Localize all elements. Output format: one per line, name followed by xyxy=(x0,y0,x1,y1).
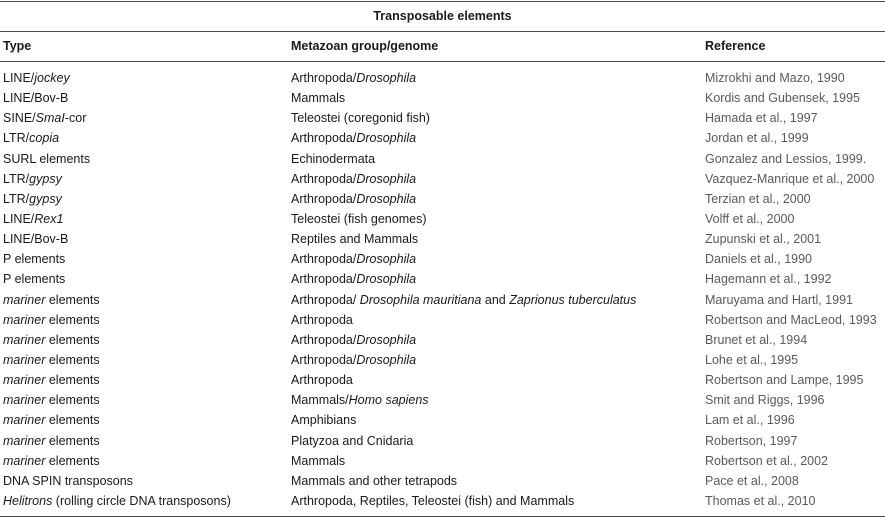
cell-reference: Smit and Riggs, 1996 xyxy=(705,393,825,408)
cell-type xyxy=(3,290,100,310)
cell-type-segment: mariner xyxy=(3,453,46,468)
cell-metazoan-group xyxy=(291,169,416,189)
cell-metazoan-group-segment: Arthropoda/ xyxy=(291,332,357,347)
cell-type-segment: LINE/ xyxy=(3,211,35,226)
cell-type xyxy=(3,471,133,491)
cell-type-segment: mariner xyxy=(3,413,46,428)
cell-reference: Mizrokhi and Mazo, 1990 xyxy=(705,71,845,85)
cell-metazoan-group-segment: Drosophila xyxy=(356,332,417,347)
cell-type xyxy=(3,310,100,330)
cell-reference: Zupunski et al., 2001 xyxy=(705,232,822,247)
cell-metazoan-group-segment: Mammals and other tetrapods xyxy=(291,473,458,488)
cell-type-segment: mariner xyxy=(3,292,46,307)
table-row xyxy=(0,189,885,209)
cell-reference: Robertson and MacLeod, 1993 xyxy=(705,312,877,327)
cell-metazoan-group xyxy=(291,209,426,229)
cell-metazoan-group-segment: Drosophila xyxy=(356,191,417,206)
cell-metazoan-group xyxy=(291,269,416,289)
table-row xyxy=(0,370,885,390)
cell-reference: Maruyama and Hartl, 1991 xyxy=(705,292,853,307)
cell-type xyxy=(3,269,65,289)
table-body xyxy=(0,68,885,511)
cell-metazoan-group xyxy=(291,370,353,390)
cell-type-segment: elements xyxy=(45,292,100,307)
cell-type xyxy=(3,410,100,430)
table-row xyxy=(0,290,885,310)
cell-type xyxy=(3,149,90,169)
cell-type xyxy=(3,491,231,511)
table-row xyxy=(0,209,885,229)
cell-metazoan-group xyxy=(291,451,345,471)
cell-metazoan-group-segment: Mammals xyxy=(291,91,346,106)
table-row xyxy=(0,471,885,491)
cell-reference: Volff et al., 2000 xyxy=(705,211,795,226)
cell-type xyxy=(3,189,62,209)
table-row xyxy=(0,128,885,148)
cell-type-segment: P elements xyxy=(3,252,66,267)
cell-type-segment: copia xyxy=(29,131,60,146)
cell-type-segment: mariner xyxy=(3,312,46,327)
cell-type-segment: LTR/ xyxy=(3,191,30,206)
cell-type-segment: elements xyxy=(45,393,100,408)
cell-metazoan-group xyxy=(291,108,430,128)
cell-metazoan-group-segment: Arthropoda/ xyxy=(291,131,357,146)
cell-type-segment: elements xyxy=(45,453,100,468)
cell-metazoan-group xyxy=(291,431,413,451)
cell-type xyxy=(3,370,100,390)
table-row xyxy=(0,390,885,410)
cell-metazoan-group xyxy=(291,310,353,330)
table-row xyxy=(0,149,885,169)
cell-metazoan-group xyxy=(291,189,416,209)
cell-metazoan-group-segment: Arthropoda/ xyxy=(291,252,357,267)
cell-reference: Hagemann et al., 1992 xyxy=(705,272,832,287)
cell-type-segment: LTR/ xyxy=(3,131,30,146)
cell-reference: Jordan et al., 1999 xyxy=(705,131,809,146)
cell-type-segment: LINE/Bov-B xyxy=(3,232,69,247)
cell-metazoan-group xyxy=(291,471,457,491)
cell-type xyxy=(3,68,70,88)
table-row xyxy=(0,169,885,189)
cell-metazoan-group-segment: Homo sapiens xyxy=(348,393,429,408)
cell-metazoan-group-segment: Arthropoda xyxy=(291,312,353,327)
cell-type-segment: DNA SPIN transposons xyxy=(3,473,133,488)
cell-reference: Pace et al., 2008 xyxy=(705,473,799,488)
bottom-rule xyxy=(0,516,885,517)
cell-metazoan-group xyxy=(291,249,416,269)
cell-type-segment: Helitrons xyxy=(3,493,53,508)
cell-metazoan-group xyxy=(291,491,574,511)
cell-type-segment: elements xyxy=(45,312,100,327)
header-reference: Reference xyxy=(705,39,766,53)
cell-type xyxy=(3,451,100,471)
cell-metazoan-group-segment: Arthropoda/ xyxy=(291,292,360,307)
cell-metazoan-group xyxy=(291,290,636,310)
table-caption: Transposable elements xyxy=(373,9,512,23)
caption-rule xyxy=(0,31,885,32)
table-row xyxy=(0,350,885,370)
top-rule xyxy=(0,1,885,2)
cell-type-segment: LINE/Bov-B xyxy=(3,91,69,106)
cell-metazoan-group-segment: Arthropoda/ xyxy=(291,352,357,367)
cell-type-segment: mariner xyxy=(3,433,46,448)
cell-metazoan-group xyxy=(291,128,416,148)
cell-type-segment: elements xyxy=(45,433,100,448)
cell-type-segment: mariner xyxy=(3,393,46,408)
cell-type-segment: P elements xyxy=(3,272,66,287)
cell-type xyxy=(3,431,100,451)
cell-type-segment: SINE/ xyxy=(3,111,36,126)
cell-metazoan-group-segment: Arthropoda, Reptiles, Teleostei (fish) and Mammals xyxy=(291,493,575,508)
table-row xyxy=(0,108,885,128)
table-row xyxy=(0,88,885,108)
cell-reference: Gonzalez and Lessios, 1999. xyxy=(705,151,867,166)
cell-reference: Hamada et al., 1997 xyxy=(705,111,818,126)
cell-type-segment: gypsy xyxy=(29,191,62,206)
cell-type-segment: elements xyxy=(45,413,100,428)
cell-metazoan-group-segment: Arthropoda/ xyxy=(291,171,357,186)
cell-metazoan-group xyxy=(291,88,345,108)
cell-metazoan-group-segment: Echinodermata xyxy=(291,151,376,166)
cell-metazoan-group-segment: Drosophila xyxy=(356,131,417,146)
table-row xyxy=(0,310,885,330)
cell-type-segment: SURL elements xyxy=(3,151,91,166)
cell-metazoan-group xyxy=(291,149,375,169)
cell-metazoan-group-segment: Mammals/ xyxy=(291,393,349,408)
cell-type-segment: LTR/ xyxy=(3,171,30,186)
cell-metazoan-group-segment: Teleostei (fish genomes) xyxy=(291,211,427,226)
cell-metazoan-group-segment: Arthropoda xyxy=(291,373,353,388)
cell-metazoan-group-segment: Arthropoda/ xyxy=(291,272,357,287)
cell-reference: Robertson and Lampe, 1995 xyxy=(705,373,864,388)
cell-reference: Vazquez-Manrique et al., 2000 xyxy=(705,171,875,186)
cell-type-segment: Rex1 xyxy=(34,211,64,226)
cell-metazoan-group-segment: Drosophila xyxy=(356,352,417,367)
cell-reference: Robertson, 1997 xyxy=(705,433,798,448)
cell-metazoan-group-segment: Amphibians xyxy=(291,413,357,428)
cell-type-segment: LINE/ xyxy=(3,71,35,85)
cell-metazoan-group xyxy=(291,330,416,350)
cell-type xyxy=(3,330,100,350)
cell-reference: Daniels et al., 1990 xyxy=(705,252,813,267)
cell-type-segment: elements xyxy=(45,373,100,388)
cell-type-segment: SmaI xyxy=(35,111,65,126)
table-row xyxy=(0,410,885,430)
header-type: Type xyxy=(3,39,32,53)
header-rule xyxy=(0,61,885,62)
cell-type xyxy=(3,108,86,128)
cell-reference: Lohe et al., 1995 xyxy=(705,352,799,367)
cell-type-segment: gypsy xyxy=(29,171,62,186)
cell-reference: Kordis and Gubensek, 1995 xyxy=(705,91,860,106)
cell-metazoan-group xyxy=(291,68,416,88)
cell-metazoan-group-segment: Drosophila xyxy=(356,272,417,287)
cell-metazoan-group-segment: Reptiles and Mammals xyxy=(291,232,419,247)
table-row xyxy=(0,431,885,451)
table-row xyxy=(0,68,885,88)
cell-metazoan-group-segment: Arthropoda/ xyxy=(291,191,357,206)
cell-type xyxy=(3,169,62,189)
table-row xyxy=(0,249,885,269)
cell-reference: Brunet et al., 1994 xyxy=(705,332,808,347)
table-row xyxy=(0,269,885,289)
table-row xyxy=(0,330,885,350)
cell-type xyxy=(3,249,65,269)
cell-metazoan-group-segment: and xyxy=(481,292,510,307)
cell-type xyxy=(3,88,68,108)
cell-type-segment: mariner xyxy=(3,332,46,347)
header-metazoan-group: Metazoan group/genome xyxy=(291,39,439,53)
cell-type-segment: elements xyxy=(45,332,100,347)
cell-type-segment: jockey xyxy=(34,71,70,85)
cell-type xyxy=(3,350,100,370)
cell-reference: Robertson et al., 2002 xyxy=(705,453,828,468)
cell-metazoan-group xyxy=(291,350,416,370)
cell-type xyxy=(3,229,68,249)
table-row xyxy=(0,229,885,249)
cell-metazoan-group-segment: Zaprionus tuberculatus xyxy=(509,292,637,307)
cell-type-segment: mariner xyxy=(3,352,46,367)
cell-metazoan-group-segment: Drosophila xyxy=(356,171,417,186)
cell-metazoan-group-segment: Drosophila xyxy=(356,71,417,85)
cell-metazoan-group xyxy=(291,390,429,410)
cell-metazoan-group-segment: Platyzoa and Cnidaria xyxy=(291,433,414,448)
cell-type-segment: mariner xyxy=(3,373,46,388)
cell-type xyxy=(3,390,100,410)
cell-type xyxy=(3,209,63,229)
cell-type-segment: (rolling circle DNA transposons) xyxy=(52,493,231,508)
table-row xyxy=(0,451,885,471)
cell-type-segment: -cor xyxy=(64,111,87,126)
cell-metazoan-group-segment: Mammals xyxy=(291,453,346,468)
cell-type-segment: elements xyxy=(45,352,100,367)
cell-type xyxy=(3,128,59,148)
table-row xyxy=(0,491,885,511)
cell-reference: Terzian et al., 2000 xyxy=(705,191,811,206)
cell-reference: Thomas et al., 2010 xyxy=(705,493,816,508)
cell-reference: Lam et al., 1996 xyxy=(705,413,795,428)
cell-metazoan-group-segment: Drosophila xyxy=(356,252,417,267)
cell-metazoan-group-segment: Arthropoda/ xyxy=(291,71,357,85)
cell-metazoan-group-segment: Teleostei (coregonid fish) xyxy=(291,111,430,126)
cell-metazoan-group-segment: Drosophila mauritiana xyxy=(359,292,482,307)
cell-metazoan-group xyxy=(291,410,356,430)
cell-metazoan-group xyxy=(291,229,418,249)
